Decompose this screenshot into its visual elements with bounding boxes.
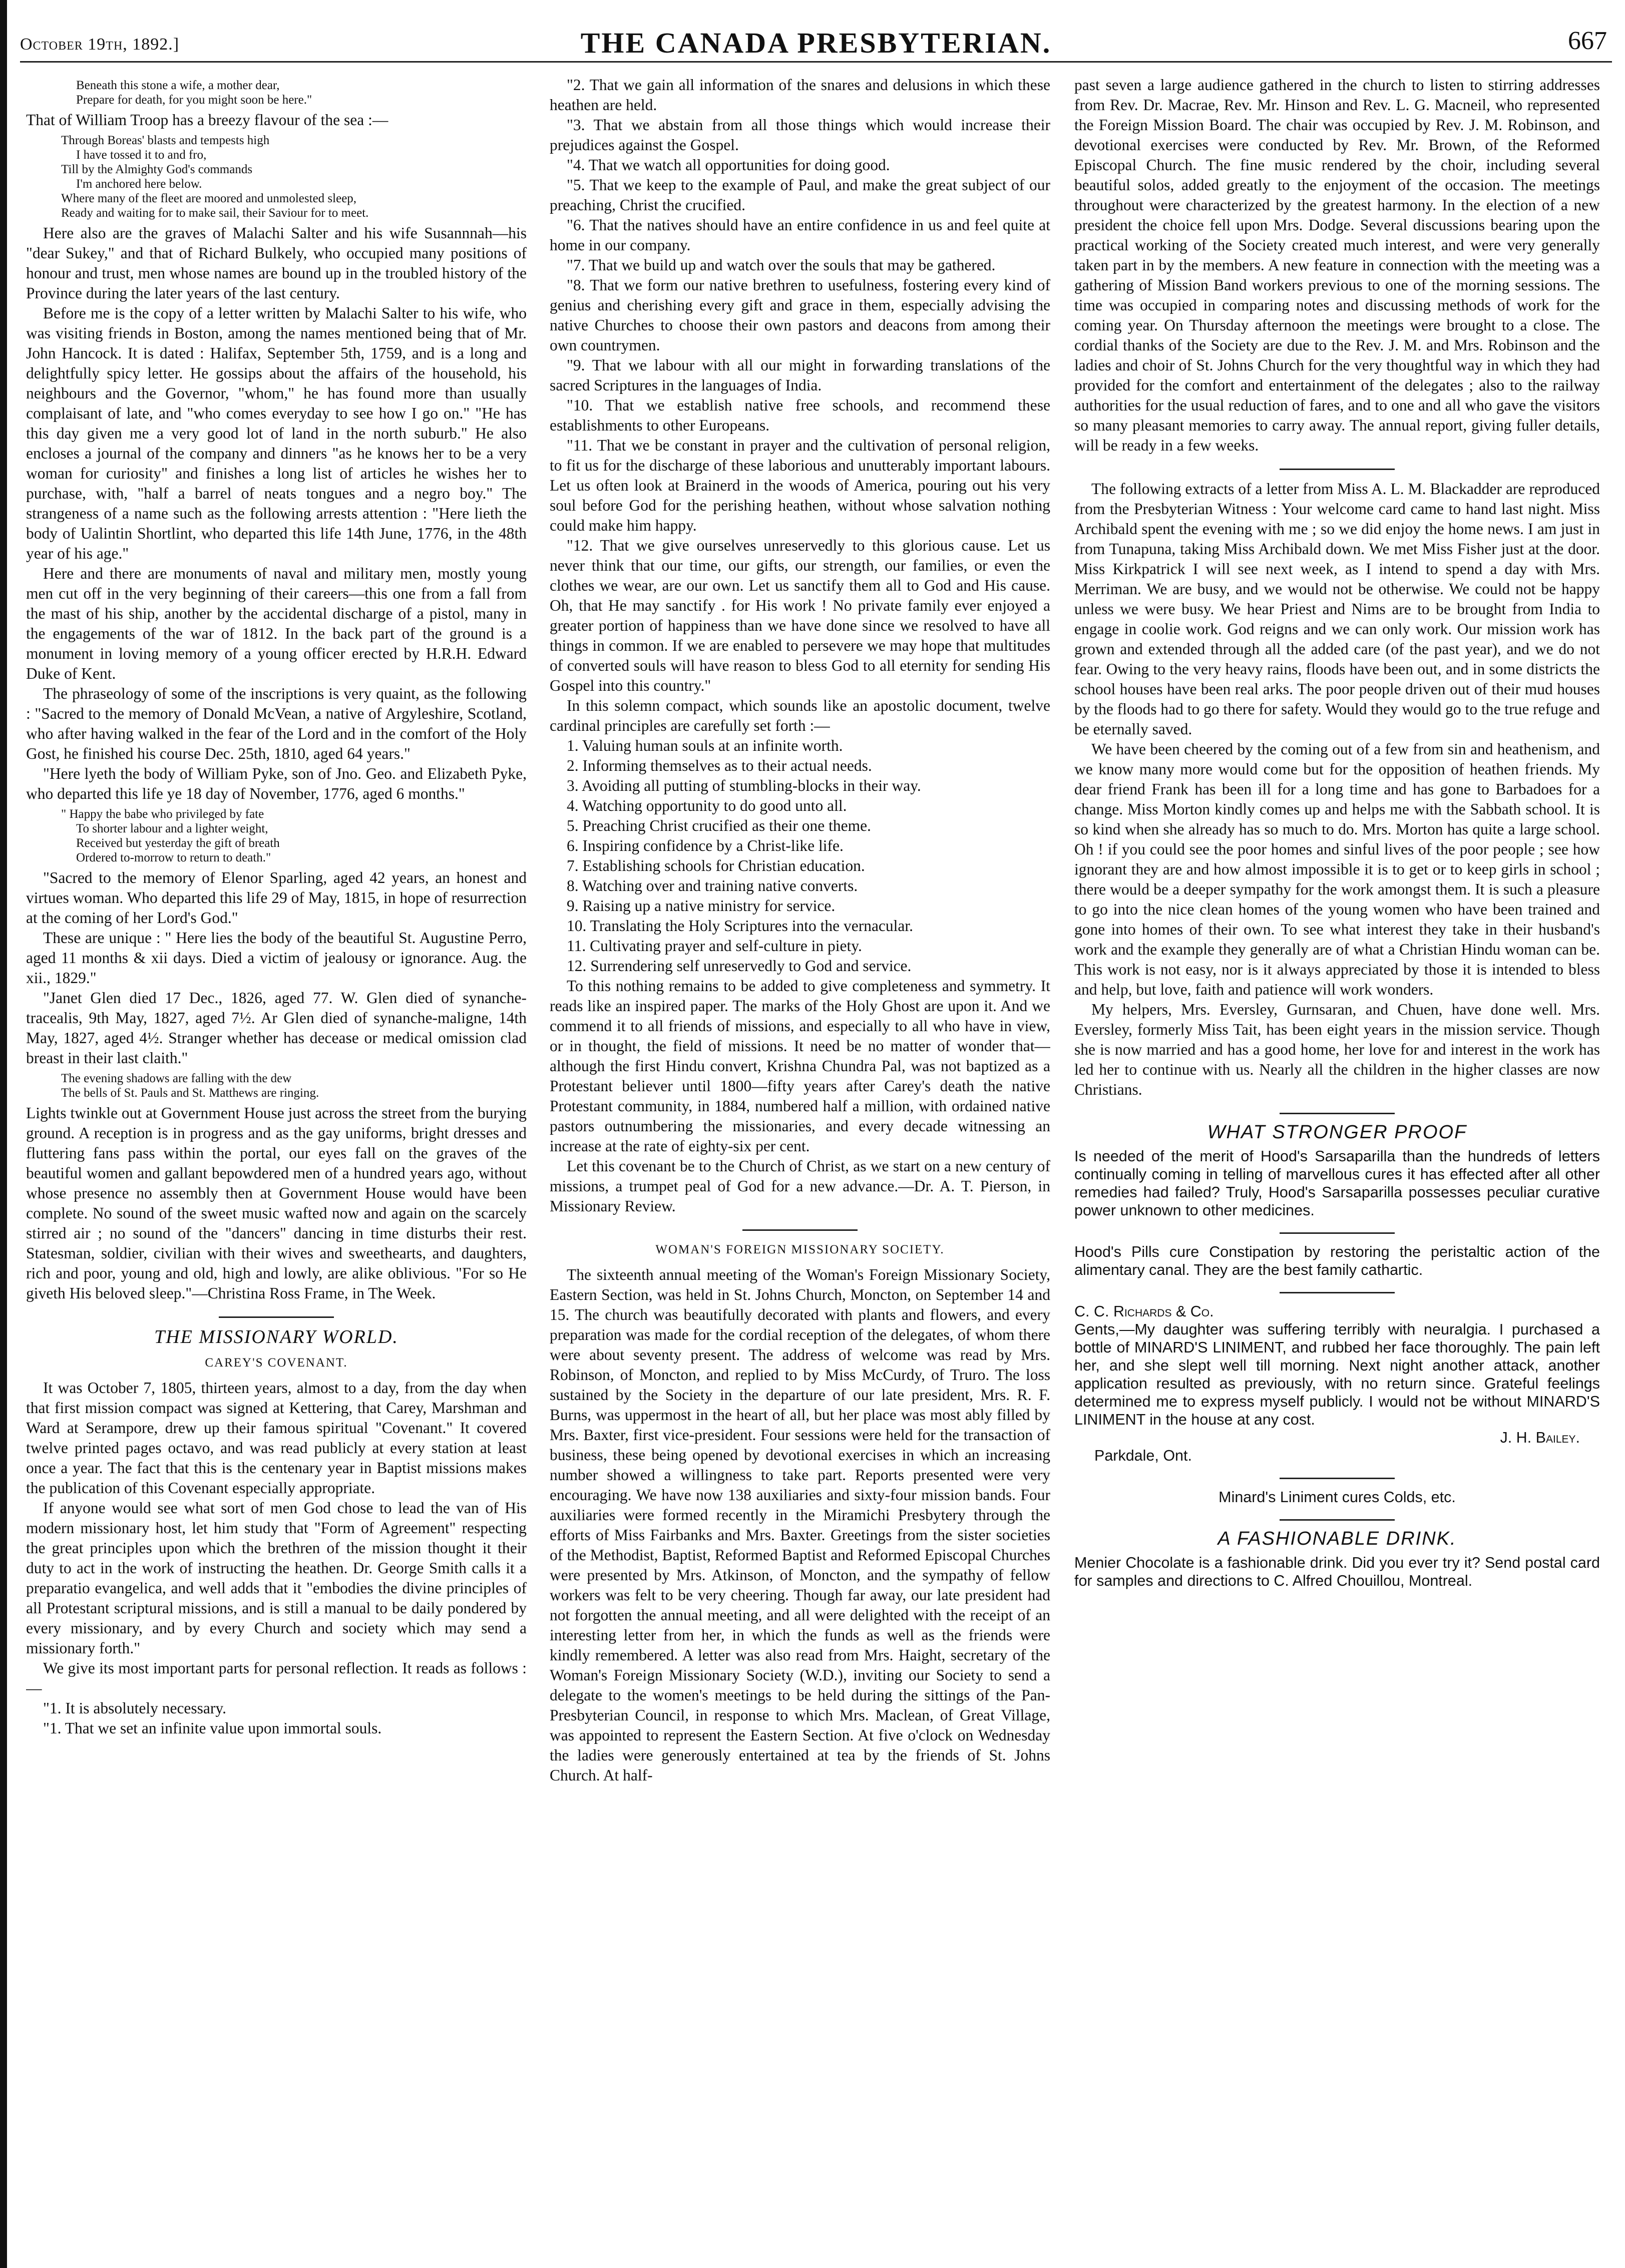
covenant-item: "3. That we abstain from all those things which would increase their prejudices against the Gospel.	[550, 116, 1050, 154]
paragraph: "Here lyeth the body of William Pyke, son of Jno. Geo. and Elizabeth Pyke, who departed this life ye 18 day of November, 1776, aged 6 months."	[26, 765, 527, 802]
ad-text: Hood's Pills cure Constipation by restoring the peristaltic action of the alimentary canal. They are the best family cathartic.	[1074, 1243, 1600, 1278]
paragraph: The phraseology of some of the inscriptions is very quaint, as the following : "Sacred to the memory of Donald McVean, a native of Argyleshire, Scotland, who after having walked in the fear of the Lord and in the comfort of the Holy Gost, he finished his course Dec. 25th, 1810, aged 64 years."	[26, 685, 527, 762]
list-item: 10. Translating the Holy Scriptures into the vernacular.	[567, 917, 914, 935]
list-item: 2. Informing themselves as to their actual needs.	[567, 757, 872, 774]
epitaph-verse-4	[61, 1071, 527, 1100]
covenant-item: "4. That we watch all opportunities for doing good.	[567, 156, 890, 174]
paragraph: Let this covenant be to the Church of Christ, as we start on a new century of missions, a trumpet peal of God for a new advance.—Dr. A. T. Pierson, in Missionary Review.	[550, 1157, 1050, 1215]
masthead-title: THE CANADA PRESBYTERIAN.	[580, 27, 1052, 59]
paragraph: We give its most important parts for personal reflection. It reads as follows :—	[26, 1659, 527, 1697]
ad-heading: A FASHIONABLE DRINK.	[1217, 1528, 1457, 1549]
ad-text: Minard's Liniment cures Colds, etc.	[1218, 1489, 1456, 1506]
column-1	[26, 75, 527, 2242]
principles-list	[567, 736, 1050, 976]
ad-heading: WHAT STRONGER PROOF	[1207, 1122, 1467, 1143]
column-2	[550, 75, 1050, 2242]
verse-line: Prepare for death, for you might soon be here."	[76, 93, 312, 107]
covenant-item: "7. That we build up and watch over the souls that may be gathered.	[567, 256, 996, 274]
list-item: 8. Watching over and training native converts.	[567, 877, 858, 894]
epitaph-verse-2	[61, 133, 527, 220]
covenant-item: "10. That we establish native free schools, and recommend these establishments to other Europeans.	[550, 396, 1050, 434]
verse-line: Ready and waiting for to make sail, their Saviour for to meet.	[61, 206, 369, 220]
list-item: 5. Preaching Christ crucified as their one theme.	[567, 817, 871, 834]
advertisement-hoods	[1074, 1123, 1600, 1279]
verse-line: I'm anchored here below.	[76, 177, 202, 191]
paragraph: "1. That we set an infinite value upon immortal souls.	[43, 1719, 382, 1737]
section-divider	[1280, 1113, 1395, 1114]
ad-text: Menier Chocolate is a fashionable drink. Did you ever try it? Send postal card for samples and directions to C. Alfred Chouillou, Montreal.	[1074, 1554, 1600, 1589]
section-divider	[742, 1229, 858, 1231]
paragraph: The following extracts of a letter from Miss A. L. M. Blackadder are reproduced from the Presbyterian Witness : Your welcome card came to hand last night. Miss Archibald spent the evening with me ; so we did enjoy the home news. I am just in from Tunapuna, taking Miss Archibald down. We met Miss Fisher just at the door. Miss Kirkpatrick I will see next week, as I intend to spend a day with Mrs. Merriman. We are busy, and we would not be otherwise. We could not be happy unless we were busy. We hear Priest and Nims are to be brought from India to engage in coolie work. God reigns and we can only work. Our mission work has grown and extended through all the added care (of the past year), and we do not fear. Owing to the very heavy rains, floods have been out, and in some districts the school houses have been real arks. The poor people driven out of their mud houses by the floods had to go there for safety. Would they would go to the true refuge and be eternally saved.	[1074, 480, 1600, 738]
ad-address: C. C. Richards & Co.	[1074, 1303, 1214, 1320]
paragraph: past seven a large audience gathered in the church to listen to stirring addresses from Rev. Dr. Macrae, Rev. Mr. Hinson and Rev. L. G. Macneil, who represented the Foreign Mission Board. The chair was occupied by Rev. J. M. Robinson, and devotional exercises were conducted by Rev. Mr. Brown, of the Reformed Episcopal Church. The fine music rendered by the choir, including several beautiful solos, added greatly to the enjoyment of the occasion. The meetings throughout were characterized by the greatest harmony. In the election of a new president the choice fell upon Mrs. Dodge. Several discussions bearing upon the practical working of the Society created much interest, and were very generally taken part in by the members. A new feature in connection with the meeting was a gathering of Mission Band workers previous to one of the morning sessions. The time was occupied in comparing notes and discussing methods of work for the coming year. On Thursday afternoon the meetings were brought to a close. The cordial thanks of the Society are due to the Rev. J. M. and Mrs. Robinson and the ladies and choir of St. Johns Church for the very thoughtful way in which they had provided for the comfort and entertainment of the delegates ; also to the railway authorities for the usual reduction of fares, and to one and all who gave the visitors so many pleasant memories to carry away. The annual report, giving fuller details, will be ready in a few weeks.	[1074, 76, 1600, 454]
paragraph: To this nothing remains to be added to give completeness and symmetry. It reads like an inspired paper. The marks of the Holy Ghost are upon it. And we commend it to all friends of missions, and especially to all who have in view, or in thought, the field of missions. It need be no matter of wonder that—although the first Hindu convert, Krishna Chundra Pal, was not baptized as a Protestant believer until 1800—fifty years after Carey's death the native Protestant community, in 1884, numbered half a million, with ordained native pastors outnumbering the missionaries, and every decade witnessing an increase at the rate of eighty-six per cent.	[550, 977, 1050, 1155]
verse-line: " Happy the babe who privileged by fate	[61, 807, 264, 821]
covenant-item: "12. That we give ourselves unreservedly to this glorious cause. Let us never think that our time, our gifts, our strength, our families, or even the clothes we wear, are our own. Let us sanctify them all to God and His cause. Oh, that He may sanctify . for His work ! No private family ever enjoyed a greater portion of happiness than we have done since we resolved to have all things in common. If we are enabled to persevere we may hope that multitudes of converted souls will have reason to bless God to all eternity for sending His Gospel into this country."	[550, 537, 1050, 694]
paragraph: These are unique : " Here lies the body of the beautiful St. Augustine Perro, aged 11 months & xii days. Died a victim of jealousy or ignorance. Aug. the xii., 1829."	[26, 929, 527, 987]
header-rule	[20, 61, 1612, 63]
paragraph: That of William Troop has a breezy flavour of the sea :—	[26, 111, 388, 129]
covenant-item: "9. That we labour with all our might in forwarding translations of the sacred Scriptures in the languages of India.	[550, 356, 1050, 394]
section-divider	[1280, 1292, 1395, 1293]
verse-line: Ordered to-morrow to return to death."	[76, 851, 271, 864]
paragraph: If anyone would see what sort of men God chose to lead the van of His modern missionary host, let him study that "Form of Agreement" respecting the great principles upon which the brethren of the mission thought it their duty to act in the work of instructing the heathen. Dr. George Smith calls it a preparatio evangelica, and well adds that it "embodies the divine principles of all Protestant scriptural missions, and is still a manual to be daily pondered by every missionary, and by every Church and society which may send a missionary forth."	[26, 1499, 527, 1657]
paragraph: "Janet Glen died 17 Dec., 1826, aged 77. W. Glen died of synanche-tracealis, 9th May, 1827, aged 7½. Ar Glen died of synanche-maligne, 14th May, 1827, aged 4½. Stranger whether has decease or medical omission clad breast in their last claith."	[26, 989, 527, 1067]
advertisement-minards	[1074, 1302, 1600, 1521]
epitaph-verse-1	[61, 78, 527, 107]
covenant-item: "2. That we gain all information of the snares and delusions in which these heathen are held.	[550, 76, 1050, 114]
page-number: 667	[1568, 27, 1607, 55]
ad-place: Parkdale, Ont.	[1094, 1447, 1192, 1464]
list-item: 12. Surrendering self unreservedly to God and service.	[567, 957, 912, 975]
paragraph: We have been cheered by the coming out of a few from sin and heathenism, and we know many more would come but for the opposition of heathen friends. My dear friend Frank has been ill for a long time and has gone to Barbadoes for a change. Miss Morton kindly comes up and helps me with the Sabbath school. It is so kind when she already has so much to do. Mrs. Morton has quite a large school. Oh ! if you could see the poor homes and sinful lives of the poor people ; see how ignorant they are and how almost impossible it is to get or to keep girls in school ; there would be a deeper sympathy for the work amongst them. It is such a pleasure to go into the nice clean homes of the young women who have been trained and gone into homes of their own. To see what interest they take in their husband's work and the example they generally are of what a Christian Hindu woman can be. This work is not easy, nor is it always appreciated by those it is intended to bless and help, but love, faith and patience will work wonders.	[1074, 740, 1600, 998]
ad-signature: J. H. Bailey.	[1500, 1429, 1580, 1446]
list-item: 4. Watching opportunity to do good unto all.	[567, 797, 847, 814]
paragraph: "1. It is absolutely necessary.	[43, 1699, 226, 1717]
paragraph: In this solemn compact, which sounds like an apostolic document, twelve cardinal principles are carefully set forth :—	[550, 697, 1050, 734]
verse-line: Received but yesterday the gift of breath	[76, 836, 280, 850]
list-item: 6. Inspiring confidence by a Christ-like life.	[567, 837, 844, 854]
paragraph: Here and there are monuments of naval and military men, mostly young men cut off in the very beginning of their careers—this one from a fall from the mast of his ship, another by the accidental discharge of a pistol, many in the engagements of the war of 1812. In the back part of the ground is a monument in loving memory of a young officer erected by H.R.H. Edward Duke of Kent.	[26, 565, 527, 682]
list-item: 1. Valuing human souls at an infinite worth.	[567, 737, 843, 754]
paragraph: Here also are the graves of Malachi Salter and his wife Susannnah—his "dear Sukey," and that of Richard Bulkely, who occupied many positions of honour and trust, men whose names are bound up in the troubled history of the Province during the later years of the last century.	[26, 224, 527, 302]
advertisement-menier	[1074, 1530, 1600, 1590]
ad-text: Is needed of the merit of Hood's Sarsaparilla than the hundreds of letters continually coming in telling of marvellous cures it has effected after all other remedies had failed? Truly, Hood's Sarsaparilla possesses peculiar curative power unknown to other medicines.	[1074, 1148, 1600, 1219]
verse-line: Where many of the fleet are moored and unmolested sleep,	[61, 192, 357, 205]
page-spine	[0, 0, 7, 2268]
section-divider	[1280, 1478, 1395, 1479]
verse-line: Till by the Almighty God's commands	[61, 163, 253, 176]
section-divider	[219, 1316, 334, 1318]
verse-line: To shorter labour and a lighter weight,	[76, 822, 268, 835]
section-divider	[1280, 469, 1395, 470]
column-3	[1074, 75, 1600, 2242]
verse-line: The bells of St. Pauls and St. Matthews are ringing.	[61, 1086, 319, 1100]
paragraph: "Sacred to the memory of Elenor Sparling, aged 42 years, an honest and virtues woman. Who departed this life 29 of May, 1815, in hope of resurrection at the coming of her Lord's God."	[26, 869, 527, 927]
page-header	[20, 21, 1612, 66]
section-divider	[1280, 1232, 1395, 1234]
paragraph: Before me is the copy of a letter written by Malachi Salter to his wife, who was visiting friends in Boston, among the names mentioned being that of Mr. John Hancock. It is dated : Halifax, September 5th, 1759, and is a long and delightfully spicy letter. He gossips about the affairs of the household, his neighbours and the Governor, "whom," he has found more than usually complaisant of late, and "who comes everyday to see how I go on." "He has this day given me a very good lot of land in the north suburb." He also encloses a journal of the company and dinners "as he knows her to be a very woman for curiosity" and finishes a long list of articles he wishes her to purchase, with, "half a barrel of neats tongues and a negro boy." The strangeness of a name such as the following arrests attention : "Here lieth the body of Ualintin Shortlint, who departed this life 14th June, 1776, in the 48th year of his age."	[26, 304, 527, 562]
paragraph: The sixteenth annual meeting of the Woman's Foreign Missionary Society, Eastern Section, was held in St. Johns Church, Moncton, on September 14 and 15. The church was beautifully decorated with plants and flowers, and every preparation was made for the cordial reception of the delegates, of whom there were about seventy present. The address of welcome was read by Mrs. Robinson, of Moncton, and replied to by Miss McCurdy, of Truro. The loss sustained by the Society in the departure of our late president, Mrs. R. F. Burns, was uppermost in the heart of all, but her place was most ably filled by Mrs. Baxter, first vice-president. Four sessions were held for the transaction of business, these being opened by devotional exercises in which an increasing number showed a willingness to take part. Reports presented were very encouraging. We have now 138 auxiliaries and sixty-four mission bands. Four auxiliaries were formed recently in the Miramichi Presbytery through the efforts of Miss Fairbanks and Mrs. Baxter. Greetings from the sister societies of the Methodist, Baptist, Reformed Baptist and Reformed Episcopal Churches were presented by Mrs. Atkinson, of Moncton, and the sympathy of fellow workers was felt to be very cheering. Though far away, our late president had not forgotten the annual meeting, and all were delighted with the receipt of an interesting letter from her, in which the funds as well as the friends were kindly remembered. A letter was also read from Mrs. Haight, secretary of the Woman's Foreign Missionary Society (W.D.), inviting our Society to send a delegate to the women's meetings to be held during the sittings of the Pan-Presbyterian Council, in response to which Mrs. Maclean, of Great Village, was appointed to represent the Eastern Section. At five o'clock on Wednesday the ladies were generously entertained at tea by the friends of St. Johns Church. At half-	[550, 1266, 1050, 1784]
covenant-item: "8. That we form our native brethren to usefulness, fostering every kind of genius and cherishing every gift and grace in them, especially advising the native Churches to choose their own pastors and deacons from among their own countrymen.	[550, 276, 1050, 354]
ad-text: Gents,—My daughter was suffering terribly with neuralgia. I purchased a bottle of MINARD'S LINIMENT, and rubbed her face thoroughly. The pain left her, and she slept well till morning. Next night another attack, another application resulted as previously, with no return since. Grateful feelings determined me to express myself publicly. I would not be without MINARD'S LINIMENT in the house at any cost.	[1074, 1321, 1600, 1428]
list-item: 7. Establishing schools for Christian education.	[567, 857, 865, 874]
header-date: October 19th, 1892.]	[20, 35, 180, 54]
verse-line: Beneath this stone a wife, a mother dear,	[76, 79, 280, 92]
list-item: 9. Raising up a native ministry for service.	[567, 897, 836, 915]
article-heading: WOMAN'S FOREIGN MISSIONARY SOCIETY.	[655, 1243, 945, 1256]
section-heading: THE MISSIONARY WORLD.	[154, 1326, 398, 1347]
epitaph-verse-3	[61, 807, 527, 865]
paragraph: My helpers, Mrs. Eversley, Gurnsaran, and Chuen, have done well. Mrs. Eversley, formerly Miss Tait, has been eight years in the mission service. Though she is now married and has a good home, her love for and interest in the work has led her to continue with us. Nearly all the children in the higher classes are now Christians.	[1074, 1001, 1600, 1098]
list-item: 3. Avoiding all putting of stumbling-blocks in their way.	[567, 777, 921, 794]
covenant-item: "6. That the natives should have an entire confidence in us and feel quite at home in our company.	[550, 216, 1050, 254]
list-item: 11. Cultivating prayer and self-culture in piety.	[567, 937, 862, 955]
article-heading: CAREY'S COVENANT.	[205, 1356, 348, 1370]
covenant-item: "11. That we be constant in prayer and the cultivation of personal religion, to fit us for the discharge of these laborious and unutterably important labours. Let us often look at Brainerd in the woods of America, pouring out his very soul before God for the perishing heathen, without whose salvation nothing could make him happy.	[550, 436, 1050, 534]
verse-line: The evening shadows are falling with the dew	[61, 1072, 292, 1085]
section-divider	[1280, 1519, 1395, 1521]
verse-line: Through Boreas' blasts and tempests high	[61, 134, 270, 147]
verse-line: I have tossed it to and fro,	[76, 148, 207, 162]
paragraph: It was October 7, 1805, thirteen years, almost to a day, from the day when that first mission compact was signed at Kettering, that Carey, Marshman and Ward at Serampore, drew up their famous spiritual "Covenant." It covered twelve printed pages octavo, and was read publicly at every station at least once a year. The fact that this is the centenary year in Baptist missions makes the publication of this Covenant especially appropriate.	[26, 1379, 527, 1497]
paragraph: Lights twinkle out at Government House just across the street from the burying ground. A reception is in progress and as the gay uniforms, bright dresses and fluttering fans pass within the portal, our eyes fall on the graves of the beautiful women and gallant bepowdered men of a hundred years ago, without whose presence no assembly then at Government House would have been complete. No sound of the sweet music wafted now and again on the scarcely stirred air ; no sound of the "dancers" dancing in time disturbs their rest. Statesman, soldier, civilian with their wives and sweethearts, and daughters, rich and poor, young and old, high and lowly, are alike oblivious. "For so He giveth His beloved sleep."—Christina Ross Frame, in The Week.	[26, 1104, 527, 1302]
covenant-item: "5. That we keep to the example of Paul, and make the great subject of our preaching, Christ the crucified.	[550, 176, 1050, 214]
